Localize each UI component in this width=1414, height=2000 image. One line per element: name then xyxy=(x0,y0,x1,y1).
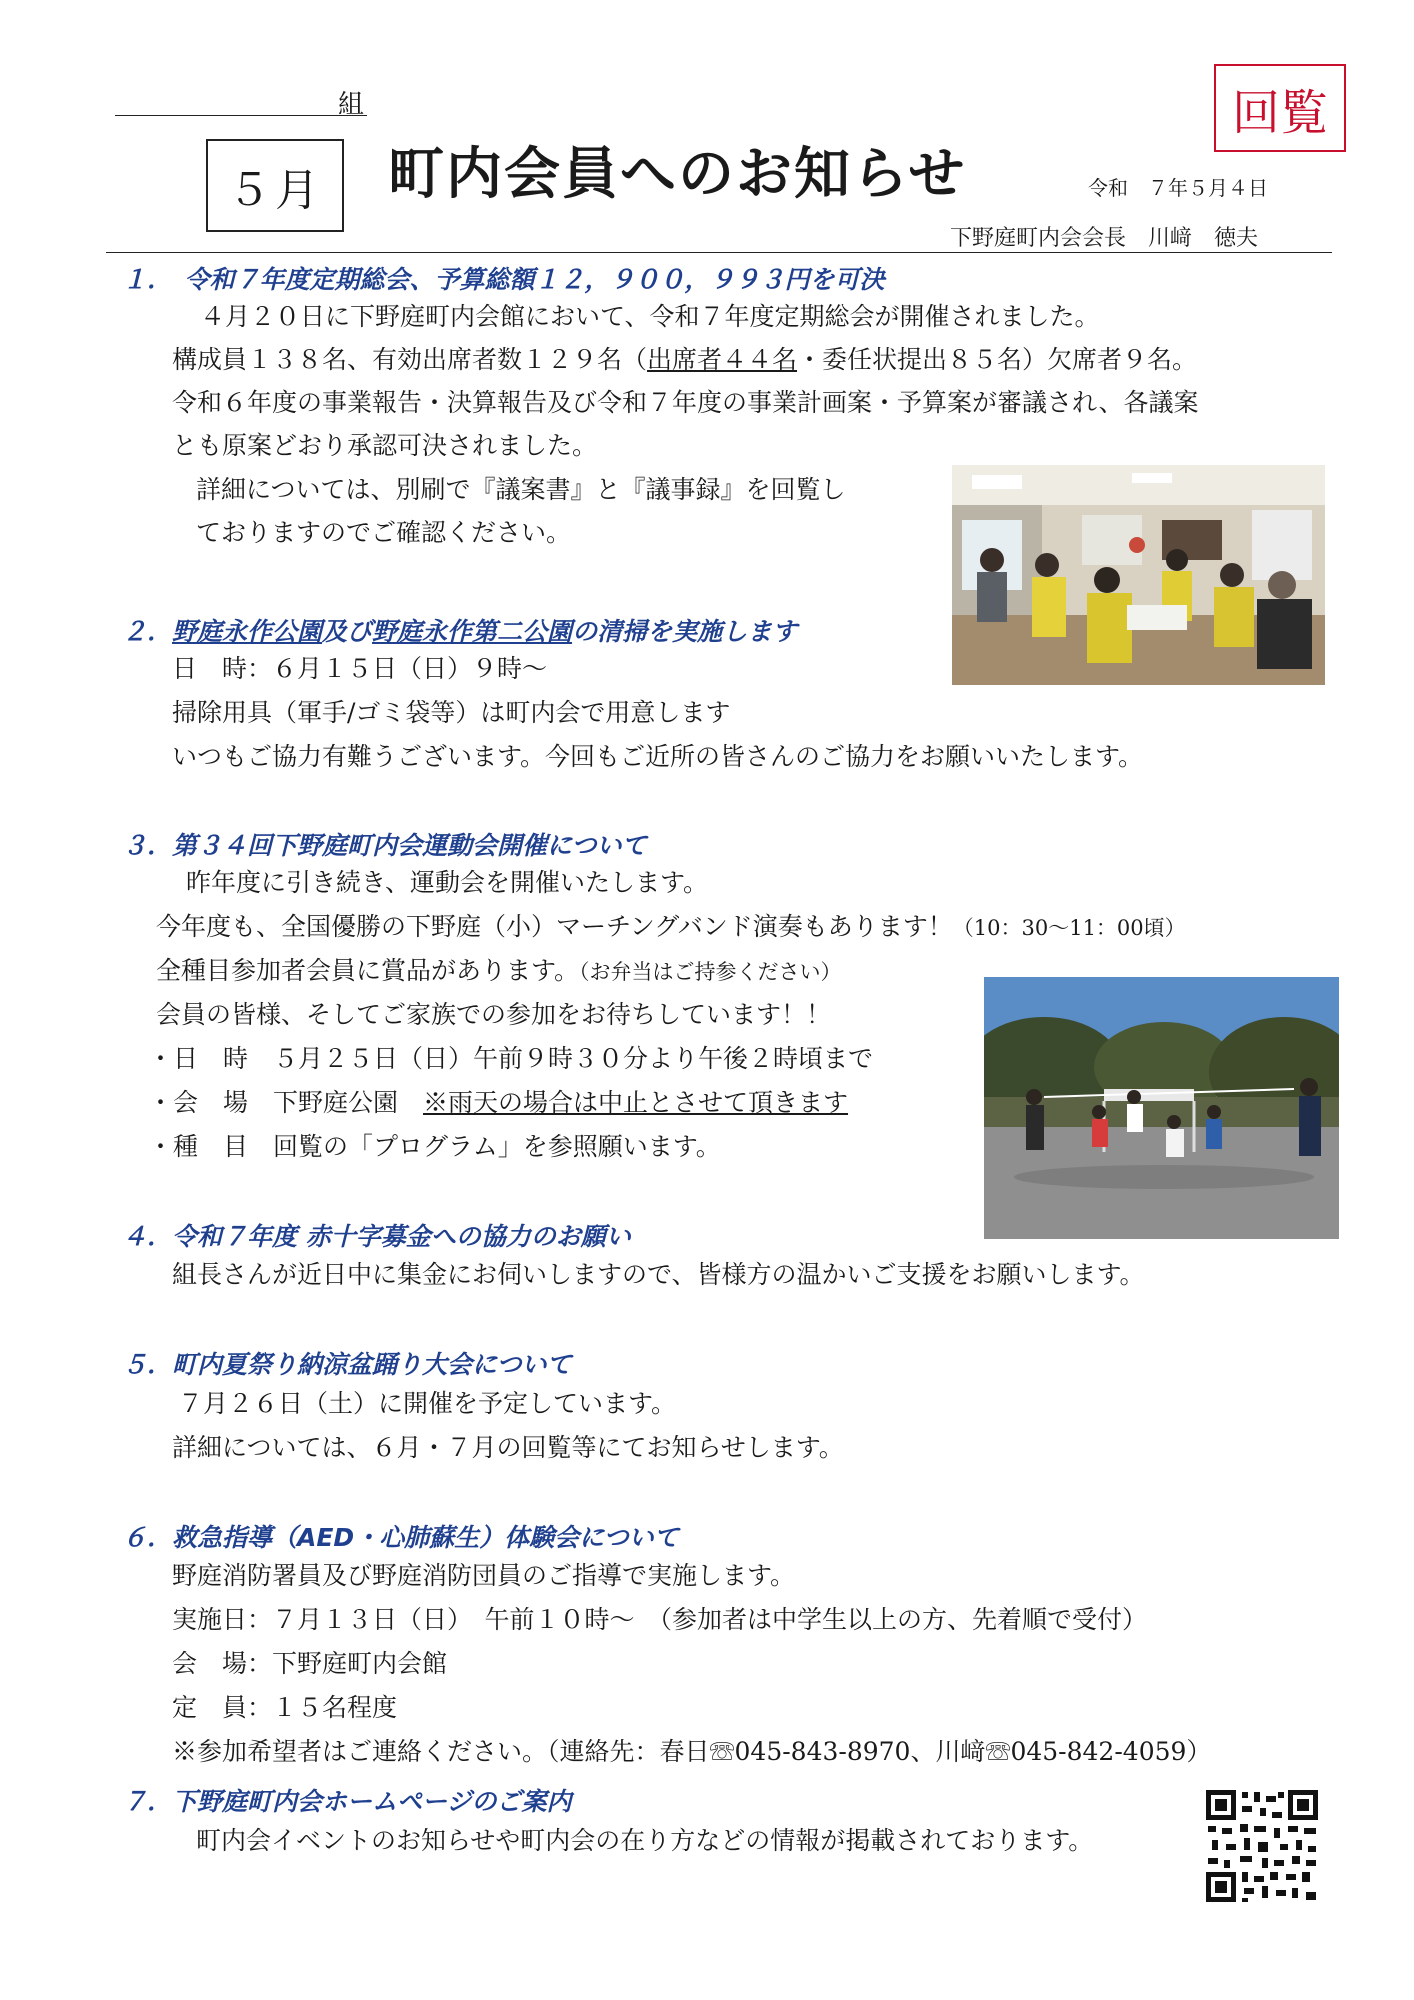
s5-line2: 詳細については、６月・７月の回覧等にてお知らせします。 xyxy=(172,1433,844,1462)
s1-line3: 令和６年度の事業報告・決算報告及び令和７年度の事業計画案・予算案が審議され、各議案 xyxy=(172,388,1199,417)
page-title: 町内会員へのお知らせ xyxy=(388,142,967,207)
s1-line5: 詳細については、別刷で『議案書』と『議事録』を回覧し xyxy=(196,475,846,504)
s6-line2: 実施日：７月１３日（日） 午前１０時～ （参加者は中学生以上の方、先着順で受付） xyxy=(172,1605,1148,1634)
s1-line6: ておりますのでご確認ください。 xyxy=(196,518,572,547)
section1-heading: １． 令和７年度定期総会、予算総額１２，９００，９９３円を可決 xyxy=(122,265,885,294)
s3-line6: ・会 場 下野庭公園 ※雨天の場合は中止とさせて頂きます xyxy=(148,1088,849,1117)
sports-day-photo xyxy=(984,977,1339,1239)
section3-heading: ３．第３４回下野庭町内会運動会開催について xyxy=(122,831,647,860)
section6-heading: ６．救急指導（AED・心肺蘇生）体験会について xyxy=(122,1523,679,1552)
circulation-stamp: 回覧 xyxy=(1214,64,1346,152)
header-divider xyxy=(106,252,1332,253)
s1-line2: 構成員１３８名、有効出席者数１２９名（出席者４４名・委任状提出８５名）欠席者９名。 xyxy=(172,345,1198,374)
s6-line1: 野庭消防署員及び野庭消防団員のご指導で実施します。 xyxy=(172,1561,796,1590)
qr-code[interactable] xyxy=(1204,1788,1320,1904)
author: 下野庭町内会会長 川﨑 徳夫 xyxy=(950,226,1259,251)
s3-line3: 全種目参加者会員に賞品があります。（お弁当はご持参ください） xyxy=(156,956,842,985)
s7-line1: 町内会イベントのお知らせや町内会の在り方などの情報が掲載されております。 xyxy=(196,1826,1094,1855)
s3-line2: 今年度も、全国優勝の下野庭（小）マーチングバンド演奏もあります！（10：30～11：00頃） xyxy=(156,912,1186,941)
s4-line1: 組長さんが近日中に集金にお伺いしますので、皆様方の温かいご支援をお願いします。 xyxy=(172,1260,1145,1289)
s3-line5: ・日 時 ５月２５日（日）午前９時３０分より午後２時頃まで xyxy=(148,1044,874,1073)
group-name-line xyxy=(115,85,367,116)
s6-line5: ※参加希望者はご連絡ください。（連絡先：春日☏045-843-8970、川﨑☏045-842-4059） xyxy=(172,1737,1212,1766)
month-box: ５月 xyxy=(206,139,344,232)
s2-line1: 日 時：６月１５日（日）９時～ xyxy=(172,654,548,683)
s3-line7: ・種 目 回覧の「プログラム」を参照願います。 xyxy=(148,1132,721,1161)
s1-line1: ４月２０日に下野庭町内会館において、令和７年度定期総会が開催されました。 xyxy=(200,302,1100,331)
s3-line1: 昨年度に引き続き、運動会を開催いたします。 xyxy=(186,868,709,897)
meeting-photo xyxy=(952,465,1325,685)
s5-line1: ７月２６日（土）に開催を予定しています。 xyxy=(178,1389,677,1418)
section4-heading: ４．令和７年度 赤十字募金への協力のお願い xyxy=(122,1222,631,1251)
issue-date: 令和 ７年５月４日 xyxy=(1088,176,1268,200)
s2-line2: 掃除用具（軍手/ゴミ袋等）は町内会で用意します xyxy=(172,698,731,727)
section7-heading: ７．下野庭町内会ホームページのご案内 xyxy=(122,1787,572,1816)
s1-line4: とも原案どおり承認可決されました。 xyxy=(172,431,598,460)
s2-line3: いつもご協力有難うございます。今回もご近所の皆さんのご協力をお願いいたします。 xyxy=(172,742,1144,771)
s6-line4: 定 員：１５名程度 xyxy=(172,1693,398,1722)
group-label: 組 xyxy=(338,90,365,120)
s3-line4: 会員の皆様、そしてご家族での参加をお待ちしています！！ xyxy=(156,1000,832,1029)
s6-line3: 会 場：下野庭町内会館 xyxy=(172,1649,448,1678)
section2-heading: ２．野庭永作公園及び野庭永作第二公園の清掃を実施します xyxy=(122,617,798,646)
section5-heading: ５．町内夏祭り納涼盆踊り大会について xyxy=(122,1350,572,1379)
